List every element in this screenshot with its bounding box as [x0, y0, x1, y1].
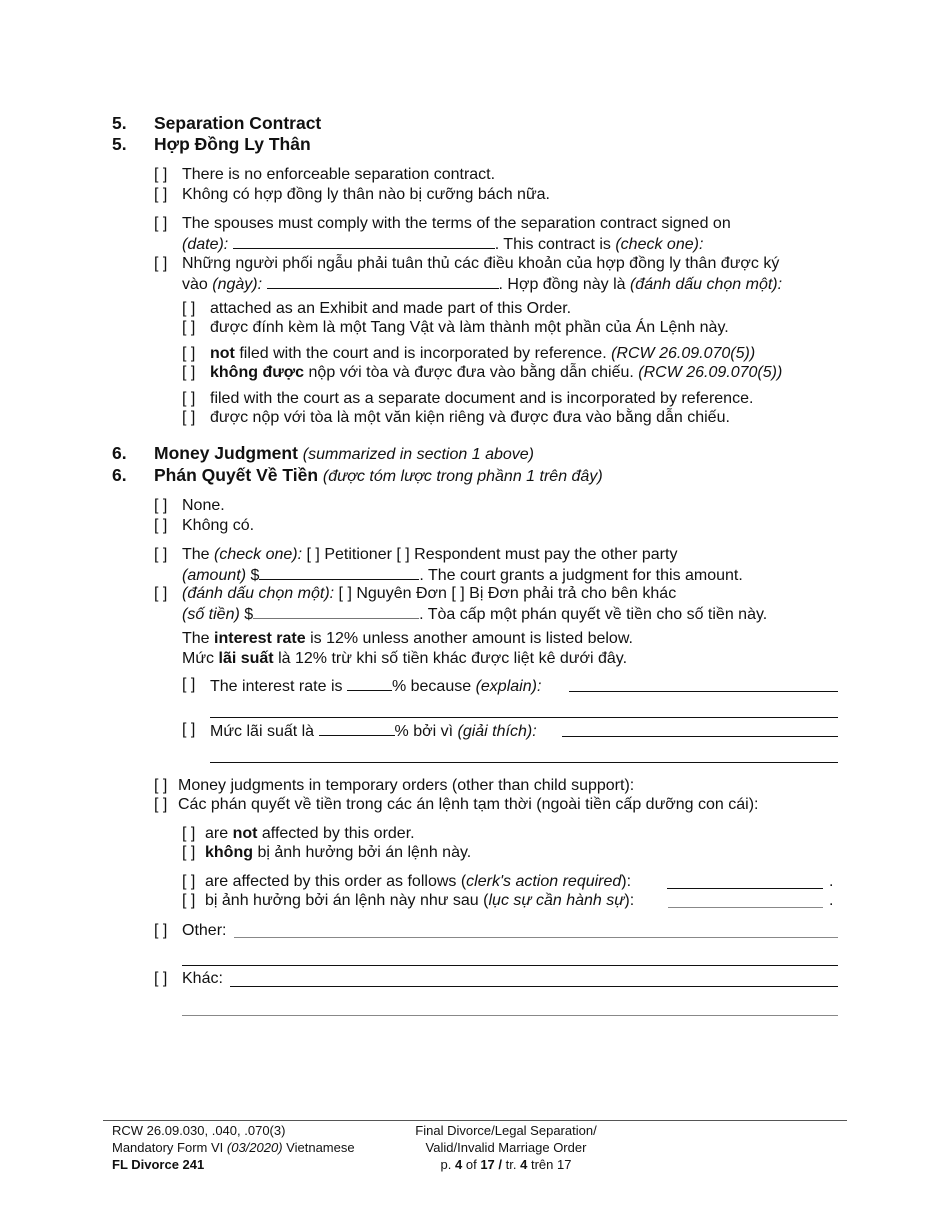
rate-field[interactable] — [347, 675, 392, 691]
section-5-number: 5. — [112, 113, 127, 133]
none-checkbox-vi[interactable]: [ ] — [154, 517, 168, 534]
interest-text-vi: Mức lãi suất là 12% trừ khi số tiền khác được liệt kê dưới đây. — [182, 650, 628, 667]
comply-checkbox-en[interactable]: [ ] — [154, 215, 168, 232]
comply-date-line-vi: vào (ngày): . Hợp đồng này là (đánh dấu chọn một): — [182, 273, 782, 294]
pay-text-en: The (check one): [ ] Petitioner [ ] Respondent must pay the other party — [182, 546, 678, 563]
section-6-number: 6. — [112, 443, 127, 463]
amount-line-vi: (số tiền) $ . Tòa cấp một phán quyết về tiền cho số tiền này. — [182, 603, 767, 624]
section-5-title-vi: Hợp Đồng Ly Thân — [154, 134, 311, 154]
not-filed-checkbox-en[interactable]: [ ] — [182, 345, 196, 362]
not-filed-text-vi: không được nộp với tòa và được đưa vào bằng dẫn chiếu. (RCW 26.09.070(5)) — [210, 364, 783, 381]
clerk-action-field-vi[interactable] — [668, 907, 823, 908]
rate-checkbox-vi[interactable]: [ ] — [182, 721, 196, 738]
affected-period-vi: . — [829, 892, 834, 909]
footer-center — [396, 1122, 616, 1173]
affected-checkbox-en[interactable]: [ ] — [182, 873, 196, 890]
footer-form-id: FL Divorce 241 — [112, 1157, 205, 1172]
section-6-title-en: Money Judgment (summarized in section 1 above) — [154, 443, 534, 463]
section-5-number-vi: 5. — [112, 134, 127, 154]
not-affected-text-en: are not affected by this order. — [205, 825, 415, 842]
explain-field-line-vi-1[interactable] — [562, 736, 838, 737]
no-contract-checkbox-vi[interactable]: [ ] — [154, 186, 168, 203]
rate-checkbox-en[interactable]: [ ] — [182, 676, 196, 693]
comply-checkbox-vi[interactable]: [ ] — [154, 255, 168, 272]
petitioner-checkbox[interactable]: [ ] — [306, 546, 320, 563]
affected-text-en: are affected by this order as follows (clerk's action required): — [205, 873, 632, 890]
other-label-vi: Khác: — [182, 970, 223, 987]
not-filed-text-en: not filed with the court and is incorporated by reference. (RCW 26.09.070(5)) — [210, 345, 756, 362]
explain-field-line-1[interactable] — [569, 691, 838, 692]
footer-title-1: Final Divorce/Legal Separation/ — [415, 1123, 597, 1138]
filed-checkbox-en[interactable]: [ ] — [182, 390, 196, 407]
respondent-checkbox[interactable]: [ ] — [396, 546, 410, 563]
footer-divider — [103, 1120, 847, 1121]
amount-line-en: (amount) $ . The court grants a judgment for this amount. — [182, 564, 743, 585]
not-affected-checkbox-en[interactable]: [ ] — [182, 825, 196, 842]
nguyen-don-checkbox[interactable]: [ ] — [338, 585, 352, 602]
rate-text-vi: Mức lãi suất là % bởi vì (giải thích): — [210, 720, 537, 741]
no-contract-text-vi: Không có hợp đồng ly thân nào bị cưỡng bách nữa. — [182, 186, 550, 203]
other-field-line-vi-2[interactable] — [182, 1015, 838, 1016]
other-checkbox-vi[interactable]: [ ] — [154, 970, 168, 987]
temp-orders-checkbox-en[interactable]: [ ] — [154, 777, 168, 794]
contract-date-field[interactable] — [233, 233, 495, 249]
section-5-title-en: Separation Contract — [154, 113, 322, 133]
clerk-action-field[interactable] — [667, 888, 823, 889]
none-text-vi: Không có. — [182, 517, 255, 534]
other-field-line-vi-1[interactable] — [230, 986, 838, 987]
bi-don-checkbox[interactable]: [ ] — [451, 585, 465, 602]
no-contract-checkbox-en[interactable]: [ ] — [154, 166, 168, 183]
not-affected-checkbox-vi[interactable]: [ ] — [182, 844, 196, 861]
footer-page: p. 4 of 17 / tr. 4 trên 17 — [440, 1157, 572, 1172]
explain-field-line-vi-2[interactable] — [210, 762, 838, 763]
no-contract-text-en: There is no enforceable separation contract. — [182, 166, 496, 183]
amount-field-vi[interactable] — [253, 603, 419, 619]
comply-text-vi: Những người phối ngẫu phải tuân thủ các điều khoản của hợp đồng ly thân được ký — [182, 255, 780, 272]
pay-text-vi: (đánh dấu chọn một): [ ] Nguyên Đơn [ ] Bị Đơn phải trả cho bên khác — [182, 585, 677, 602]
other-field-line-1[interactable] — [234, 937, 838, 938]
attached-checkbox-en[interactable]: [ ] — [182, 300, 196, 317]
filed-checkbox-vi[interactable]: [ ] — [182, 409, 196, 426]
filed-text-en: filed with the court as a separate document and is incorporated by reference. — [210, 390, 754, 407]
footer-rcw: RCW 26.09.030, .040, .070(3) — [112, 1123, 286, 1138]
affected-checkbox-vi[interactable]: [ ] — [182, 892, 196, 909]
temp-orders-checkbox-vi[interactable]: [ ] — [154, 796, 168, 813]
attached-text-en: attached as an Exhibit and made part of this Order. — [210, 300, 572, 317]
comply-date-line-en: (date): . This contract is (check one): — [182, 233, 703, 254]
not-filed-checkbox-vi[interactable]: [ ] — [182, 364, 196, 381]
temp-orders-text-vi: Các phán quyết về tiền trong các án lệnh tạm thời (ngoài tiền cấp dưỡng con cái): — [178, 796, 759, 813]
other-checkbox-en[interactable]: [ ] — [154, 922, 168, 939]
section-6-number-vi: 6. — [112, 465, 127, 485]
pay-checkbox-en[interactable]: [ ] — [154, 546, 168, 563]
affected-period-en: . — [829, 873, 834, 890]
footer-left — [112, 1122, 355, 1173]
pay-checkbox-vi[interactable]: [ ] — [154, 585, 168, 602]
other-field-line-2[interactable] — [182, 965, 838, 966]
other-label-en: Other: — [182, 922, 227, 939]
explain-field-line-2[interactable] — [210, 717, 838, 718]
temp-orders-text-en: Money judgments in temporary orders (other than child support): — [178, 777, 635, 794]
attached-checkbox-vi[interactable]: [ ] — [182, 319, 196, 336]
interest-text-en: The interest rate is 12% unless another amount is listed below. — [182, 630, 633, 647]
not-affected-text-vi: không bị ảnh hưởng bởi án lệnh này. — [205, 844, 472, 861]
section-6-title-vi: Phán Quyết Về Tiền (được tóm lược trong phầnn 1 trên đây) — [154, 465, 603, 485]
none-checkbox-en[interactable]: [ ] — [154, 497, 168, 514]
footer-title-2: Valid/Invalid Marriage Order — [425, 1140, 587, 1155]
rate-field-vi[interactable] — [319, 720, 395, 736]
rate-text-en: The interest rate is % because (explain): — [210, 675, 541, 696]
filed-text-vi: được nộp với tòa là một văn kiện riêng và được đưa vào bằng dẫn chiếu. — [210, 409, 730, 426]
none-text-en: None. — [182, 497, 225, 514]
comply-text-en: The spouses must comply with the terms of the separation contract signed on — [182, 215, 731, 232]
contract-date-field-vi[interactable] — [267, 273, 499, 289]
footer-form: Mandatory Form VI (03/2020) Vietnamese — [112, 1140, 355, 1155]
affected-text-vi: bị ảnh hưởng bởi án lệnh này như sau (lục sự cần hành sự): — [205, 892, 635, 909]
amount-field[interactable] — [259, 564, 419, 580]
attached-text-vi: được đính kèm là một Tang Vật và làm thành một phần của Án Lệnh này. — [210, 319, 729, 336]
